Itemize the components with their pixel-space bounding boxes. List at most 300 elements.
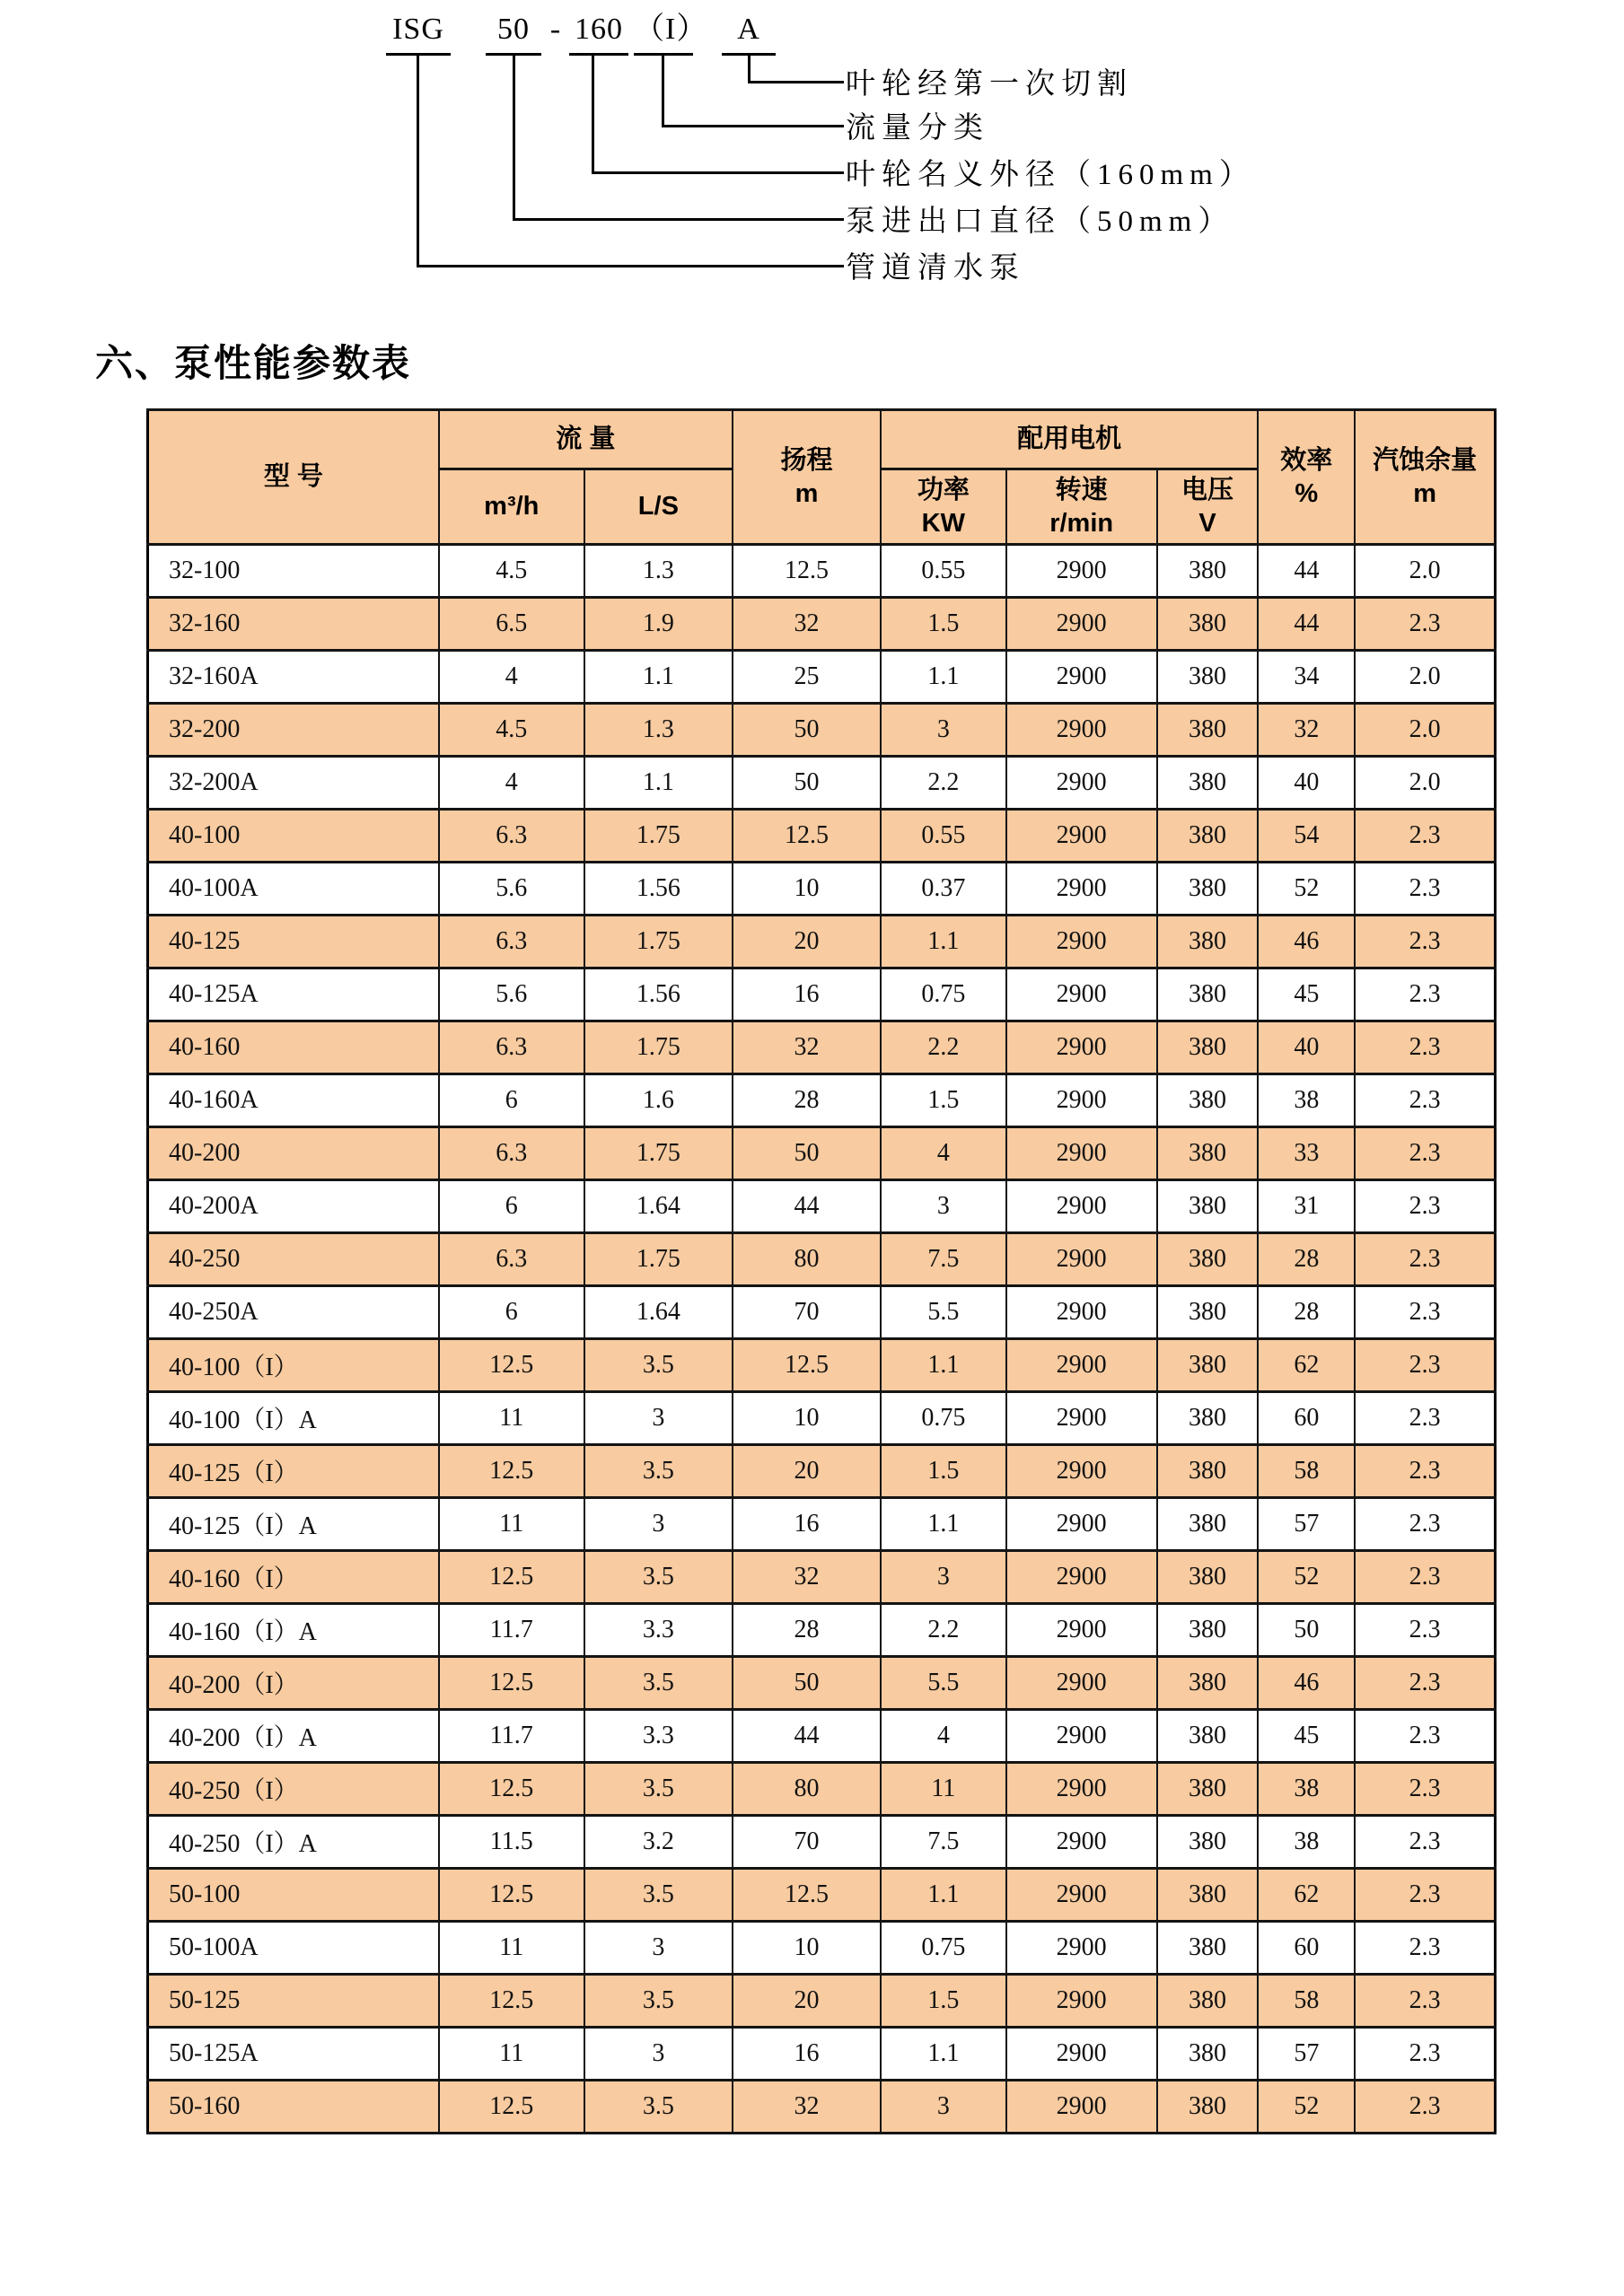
value-cell: 20 <box>733 1445 881 1498</box>
value-cell: 50 <box>733 1127 881 1180</box>
value-cell: 2900 <box>1006 1763 1157 1816</box>
value-cell: 1.3 <box>584 704 733 757</box>
value-cell: 2.3 <box>1355 1074 1495 1127</box>
value-cell: 380 <box>1157 1233 1259 1286</box>
header-speed <box>1006 469 1157 545</box>
header-motor-group-label: 配用电机 <box>1017 425 1122 454</box>
value-cell: 33 <box>1258 1127 1355 1180</box>
value-cell: 70 <box>733 1286 881 1339</box>
model-cell: 32-200 <box>148 704 439 757</box>
table-row <box>148 1286 1496 1339</box>
value-cell: 2900 <box>1006 1604 1157 1657</box>
table-row <box>148 1551 1496 1604</box>
value-cell: 46 <box>1258 1657 1355 1710</box>
value-cell: 1.1 <box>881 1498 1006 1551</box>
value-cell: 62 <box>1258 1339 1355 1392</box>
table-row <box>148 1498 1496 1551</box>
model-part-50: 50 <box>486 9 541 56</box>
value-cell: 2.3 <box>1355 968 1495 1021</box>
value-cell: 3.5 <box>584 2081 733 2134</box>
value-cell: 20 <box>733 916 881 968</box>
model-cell: 40-160（I）A <box>148 1604 439 1657</box>
value-cell: 5.6 <box>439 968 584 1021</box>
value-cell: 32 <box>733 2081 881 2134</box>
value-cell: 25 <box>733 651 881 704</box>
header-head-unit: m <box>794 478 819 508</box>
value-cell: 2.3 <box>1355 1657 1495 1710</box>
value-cell: 2900 <box>1006 757 1157 810</box>
table-row <box>148 1074 1496 1127</box>
value-cell: 2.3 <box>1355 1551 1495 1604</box>
model-cell: 40-125（I）A <box>148 1498 439 1551</box>
value-cell: 380 <box>1157 863 1259 916</box>
value-cell: 12.5 <box>439 1339 584 1392</box>
value-cell: 380 <box>1157 1710 1259 1763</box>
table-row <box>148 1445 1496 1498</box>
model-part-160: 160 <box>569 9 628 56</box>
value-cell: 2.3 <box>1355 1339 1495 1392</box>
header-power <box>881 469 1006 545</box>
value-cell: 1.75 <box>584 916 733 968</box>
value-cell: 11 <box>439 1392 584 1445</box>
callout-label-port-dia: 泵进出口直径（50mm） <box>846 206 1234 238</box>
value-cell: 1.56 <box>584 968 733 1021</box>
value-cell: 2900 <box>1006 1710 1157 1763</box>
value-cell: 1.64 <box>584 1180 733 1233</box>
value-cell: 2.3 <box>1355 1604 1495 1657</box>
value-cell: 1.5 <box>881 1975 1006 2028</box>
value-cell: 2900 <box>1006 1021 1157 1074</box>
value-cell: 12.5 <box>439 1657 584 1710</box>
value-cell: 3.3 <box>584 1710 733 1763</box>
value-cell: 2.3 <box>1355 810 1495 863</box>
header-head <box>733 410 881 545</box>
value-cell: 50 <box>733 757 881 810</box>
value-cell: 2900 <box>1006 1074 1157 1127</box>
model-cell: 40-250A <box>148 1286 439 1339</box>
value-cell: 1.1 <box>881 916 1006 968</box>
value-cell: 2.3 <box>1355 1498 1495 1551</box>
value-cell: 50 <box>733 1657 881 1710</box>
value-cell: 1.75 <box>584 810 733 863</box>
value-cell: 58 <box>1258 1975 1355 2028</box>
model-cell: 40-250（I） <box>148 1763 439 1816</box>
value-cell: 2.3 <box>1355 1710 1495 1763</box>
header-flow-ls-label: L/S <box>637 492 679 521</box>
value-cell: 380 <box>1157 1339 1259 1392</box>
value-cell: 0.37 <box>881 863 1006 916</box>
header-speed-label: 转速 <box>1055 476 1108 505</box>
value-cell: 1.1 <box>584 651 733 704</box>
value-cell: 44 <box>1258 545 1355 598</box>
value-cell: 380 <box>1157 1127 1259 1180</box>
value-cell: 70 <box>733 1816 881 1869</box>
table-row <box>148 968 1496 1021</box>
value-cell: 2900 <box>1006 2028 1157 2081</box>
value-cell: 2.3 <box>1355 916 1495 968</box>
value-cell: 4 <box>439 651 584 704</box>
value-cell: 7.5 <box>881 1816 1006 1869</box>
value-cell: 4 <box>439 757 584 810</box>
value-cell: 12.5 <box>733 1869 881 1922</box>
header-npsh-unit: m <box>1413 478 1437 508</box>
value-cell: 52 <box>1258 2081 1355 2134</box>
connector-line-isg <box>417 54 844 267</box>
value-cell: 5.5 <box>881 1657 1006 1710</box>
table-row <box>148 757 1496 810</box>
model-cell: 40-250（I）A <box>148 1816 439 1869</box>
value-cell: 6.3 <box>439 916 584 968</box>
value-cell: 32 <box>733 1551 881 1604</box>
callout-label-impeller-dia: 叶轮名义外径（160mm） <box>846 159 1255 191</box>
value-cell: 2900 <box>1006 598 1157 651</box>
table-row <box>148 916 1496 968</box>
value-cell: 2.3 <box>1355 863 1495 916</box>
value-cell: 380 <box>1157 545 1259 598</box>
value-cell: 44 <box>733 1180 881 1233</box>
value-cell: 3 <box>584 1498 733 1551</box>
header-voltage-unit: V <box>1198 508 1216 538</box>
value-cell: 4 <box>881 1710 1006 1763</box>
value-cell: 5.6 <box>439 863 584 916</box>
value-cell: 6.3 <box>439 810 584 863</box>
value-cell: 2.0 <box>1355 651 1495 704</box>
value-cell: 12.5 <box>439 1975 584 2028</box>
header-voltage <box>1157 469 1259 545</box>
value-cell: 3 <box>881 1551 1006 1604</box>
value-cell: 11 <box>439 1498 584 1551</box>
value-cell: 16 <box>733 2028 881 2081</box>
model-cell: 32-100 <box>148 545 439 598</box>
value-cell: 57 <box>1258 1498 1355 1551</box>
value-cell: 2900 <box>1006 545 1157 598</box>
value-cell: 12.5 <box>439 1445 584 1498</box>
value-cell: 1.1 <box>584 757 733 810</box>
value-cell: 10 <box>733 863 881 916</box>
value-cell: 12.5 <box>439 1763 584 1816</box>
value-cell: 2900 <box>1006 1869 1157 1922</box>
model-cell: 40-200（I） <box>148 1657 439 1710</box>
model-cell: 40-160（I） <box>148 1551 439 1604</box>
model-cell: 40-250 <box>148 1233 439 1286</box>
value-cell: 54 <box>1258 810 1355 863</box>
model-cell: 50-100A <box>148 1922 439 1975</box>
value-cell: 2.3 <box>1355 1392 1495 1445</box>
value-cell: 11.7 <box>439 1604 584 1657</box>
value-cell: 6.3 <box>439 1021 584 1074</box>
model-part-i: （I） <box>634 9 693 56</box>
value-cell: 1.5 <box>881 1445 1006 1498</box>
value-cell: 2900 <box>1006 1975 1157 2028</box>
value-cell: 1.75 <box>584 1127 733 1180</box>
value-cell: 2.3 <box>1355 2081 1495 2134</box>
table-row <box>148 1392 1496 1445</box>
value-cell: 1.75 <box>584 1021 733 1074</box>
table-row <box>148 1816 1496 1869</box>
header-efficiency <box>1258 410 1355 545</box>
value-cell: 380 <box>1157 916 1259 968</box>
value-cell: 32 <box>1258 704 1355 757</box>
callout-label-impeller-cut: 叶轮经第一次切割 <box>846 68 1133 101</box>
header-model <box>148 410 439 545</box>
value-cell: 11.7 <box>439 1710 584 1763</box>
value-cell: 1.64 <box>584 1286 733 1339</box>
table-row <box>148 598 1496 651</box>
header-speed-unit: r/min <box>1049 508 1114 538</box>
value-cell: 2.3 <box>1355 1975 1495 2028</box>
pump-performance-table <box>146 408 1497 2134</box>
model-part-isg: ISG <box>386 9 451 56</box>
value-cell: 380 <box>1157 704 1259 757</box>
value-cell: 380 <box>1157 1286 1259 1339</box>
value-cell: 380 <box>1157 598 1259 651</box>
value-cell: 5.5 <box>881 1286 1006 1339</box>
table-row <box>148 1339 1496 1392</box>
value-cell: 3.5 <box>584 1763 733 1816</box>
table-row <box>148 545 1496 598</box>
table-row <box>148 1975 1496 2028</box>
value-cell: 2900 <box>1006 1233 1157 1286</box>
value-cell: 62 <box>1258 1869 1355 1922</box>
value-cell: 3 <box>881 2081 1006 2134</box>
table-row <box>148 1604 1496 1657</box>
value-cell: 2900 <box>1006 1180 1157 1233</box>
table-row <box>148 1710 1496 1763</box>
value-cell: 58 <box>1258 1445 1355 1498</box>
header-flow-m3h-label: m³/h <box>484 492 540 521</box>
value-cell: 0.75 <box>881 1392 1006 1445</box>
model-cell: 40-200A <box>148 1180 439 1233</box>
value-cell: 380 <box>1157 1922 1259 1975</box>
value-cell: 28 <box>1258 1286 1355 1339</box>
value-cell: 2.3 <box>1355 1869 1495 1922</box>
header-flow-group-label: 流 量 <box>556 425 616 454</box>
value-cell: 2900 <box>1006 916 1157 968</box>
value-cell: 380 <box>1157 1445 1259 1498</box>
value-cell: 38 <box>1258 1816 1355 1869</box>
value-cell: 3.2 <box>584 1816 733 1869</box>
value-cell: 10 <box>733 1922 881 1975</box>
value-cell: 1.1 <box>881 2028 1006 2081</box>
value-cell: 52 <box>1258 863 1355 916</box>
value-cell: 380 <box>1157 757 1259 810</box>
value-cell: 32 <box>733 1021 881 1074</box>
value-cell: 2900 <box>1006 1498 1157 1551</box>
value-cell: 380 <box>1157 1816 1259 1869</box>
table-row <box>148 1657 1496 1710</box>
value-cell: 380 <box>1157 1074 1259 1127</box>
value-cell: 2900 <box>1006 1816 1157 1869</box>
value-cell: 2.2 <box>881 757 1006 810</box>
value-cell: 380 <box>1157 1498 1259 1551</box>
header-model-label: 型 号 <box>263 462 323 492</box>
value-cell: 2900 <box>1006 1127 1157 1180</box>
table-row <box>148 1180 1496 1233</box>
model-cell: 32-200A <box>148 757 439 810</box>
value-cell: 380 <box>1157 1551 1259 1604</box>
value-cell: 2900 <box>1006 2081 1157 2134</box>
model-cell: 50-125 <box>148 1975 439 2028</box>
value-cell: 1.56 <box>584 863 733 916</box>
value-cell: 380 <box>1157 1975 1259 2028</box>
value-cell: 2.3 <box>1355 1445 1495 1498</box>
model-cell: 40-100（I） <box>148 1339 439 1392</box>
value-cell: 2.2 <box>881 1021 1006 1074</box>
value-cell: 1.75 <box>584 1233 733 1286</box>
value-cell: 2900 <box>1006 968 1157 1021</box>
table-row <box>148 863 1496 916</box>
value-cell: 12.5 <box>439 2081 584 2134</box>
model-cell: 32-160A <box>148 651 439 704</box>
header-efficiency-label: 效率 <box>1280 446 1333 476</box>
callout-label-flow-class: 流量分类 <box>846 112 989 145</box>
value-cell: 1.9 <box>584 598 733 651</box>
value-cell: 2900 <box>1006 651 1157 704</box>
model-cell: 40-125 <box>148 916 439 968</box>
value-cell: 2900 <box>1006 1922 1157 1975</box>
model-code-diagram <box>0 0 1624 332</box>
value-cell: 12.5 <box>733 1339 881 1392</box>
value-cell: 380 <box>1157 1180 1259 1233</box>
value-cell: 1.3 <box>584 545 733 598</box>
value-cell: 2.3 <box>1355 1286 1495 1339</box>
value-cell: 57 <box>1258 2028 1355 2081</box>
value-cell: 0.75 <box>881 1922 1006 1975</box>
header-power-label: 功率 <box>917 476 970 505</box>
value-cell: 6 <box>439 1074 584 1127</box>
table-row <box>148 1233 1496 1286</box>
callout-label-pump-type: 管道清水泵 <box>846 252 1025 285</box>
value-cell: 3 <box>881 1180 1006 1233</box>
value-cell: 3 <box>584 1922 733 1975</box>
model-part-hyphen: - <box>549 13 562 46</box>
value-cell: 6 <box>439 1286 584 1339</box>
value-cell: 2900 <box>1006 1339 1157 1392</box>
value-cell: 31 <box>1258 1180 1355 1233</box>
value-cell: 1.6 <box>584 1074 733 1127</box>
model-cell: 40-100（I）A <box>148 1392 439 1445</box>
value-cell: 2.0 <box>1355 545 1495 598</box>
value-cell: 32 <box>733 598 881 651</box>
value-cell: 44 <box>733 1710 881 1763</box>
model-cell: 40-125A <box>148 968 439 1021</box>
value-cell: 2.3 <box>1355 1922 1495 1975</box>
model-cell: 32-160 <box>148 598 439 651</box>
header-efficiency-unit: % <box>1295 478 1319 508</box>
model-cell: 50-125A <box>148 2028 439 2081</box>
value-cell: 60 <box>1258 1392 1355 1445</box>
value-cell: 38 <box>1258 1074 1355 1127</box>
header-npsh <box>1355 410 1495 545</box>
value-cell: 3.5 <box>584 1551 733 1604</box>
value-cell: 3.5 <box>584 1445 733 1498</box>
value-cell: 3 <box>881 704 1006 757</box>
model-cell: 40-160 <box>148 1021 439 1074</box>
value-cell: 6.5 <box>439 598 584 651</box>
header-head-label: 扬程 <box>780 446 833 476</box>
value-cell: 0.55 <box>881 545 1006 598</box>
value-cell: 2.3 <box>1355 1021 1495 1074</box>
value-cell: 10 <box>733 1392 881 1445</box>
value-cell: 380 <box>1157 968 1259 1021</box>
value-cell: 3.3 <box>584 1604 733 1657</box>
model-cell: 40-160A <box>148 1074 439 1127</box>
value-cell: 11 <box>439 1922 584 1975</box>
value-cell: 2900 <box>1006 1392 1157 1445</box>
value-cell: 4.5 <box>439 704 584 757</box>
value-cell: 28 <box>733 1074 881 1127</box>
value-cell: 46 <box>1258 916 1355 968</box>
table-row <box>148 2081 1496 2134</box>
value-cell: 4 <box>881 1127 1006 1180</box>
model-cell: 50-100 <box>148 1869 439 1922</box>
table-row <box>148 651 1496 704</box>
model-cell: 40-125（I） <box>148 1445 439 1498</box>
table-row <box>148 1021 1496 1074</box>
value-cell: 2.3 <box>1355 1180 1495 1233</box>
value-cell: 3.5 <box>584 1869 733 1922</box>
value-cell: 0.75 <box>881 968 1006 1021</box>
value-cell: 6.3 <box>439 1127 584 1180</box>
value-cell: 4.5 <box>439 545 584 598</box>
value-cell: 40 <box>1258 1021 1355 1074</box>
header-flow-ls <box>584 469 733 545</box>
value-cell: 7.5 <box>881 1233 1006 1286</box>
table-row <box>148 1922 1496 1975</box>
table-row <box>148 1763 1496 1816</box>
value-cell: 12.5 <box>439 1869 584 1922</box>
value-cell: 2900 <box>1006 810 1157 863</box>
value-cell: 0.55 <box>881 810 1006 863</box>
value-cell: 3.5 <box>584 1657 733 1710</box>
value-cell: 2900 <box>1006 1657 1157 1710</box>
value-cell: 2900 <box>1006 1445 1157 1498</box>
header-motor-group <box>881 410 1258 469</box>
value-cell: 12.5 <box>439 1551 584 1604</box>
model-cell: 40-100A <box>148 863 439 916</box>
section-title: 六、泵性能参数表 <box>95 342 412 384</box>
value-cell: 11 <box>881 1763 1006 1816</box>
value-cell: 45 <box>1258 968 1355 1021</box>
header-flow-group <box>439 410 733 469</box>
value-cell: 3 <box>584 2028 733 2081</box>
header-power-unit: KW <box>921 508 965 538</box>
model-part-a: A <box>722 9 776 56</box>
value-cell: 38 <box>1258 1763 1355 1816</box>
value-cell: 11.5 <box>439 1816 584 1869</box>
header-voltage-label: 电压 <box>1181 476 1233 505</box>
model-cell: 40-100 <box>148 810 439 863</box>
table-row <box>148 810 1496 863</box>
value-cell: 16 <box>733 968 881 1021</box>
model-cell: 40-200（I）A <box>148 1710 439 1763</box>
value-cell: 50 <box>733 704 881 757</box>
value-cell: 380 <box>1157 1869 1259 1922</box>
value-cell: 40 <box>1258 757 1355 810</box>
value-cell: 50 <box>1258 1604 1355 1657</box>
value-cell: 11 <box>439 2028 584 2081</box>
value-cell: 2.3 <box>1355 598 1495 651</box>
value-cell: 380 <box>1157 1021 1259 1074</box>
value-cell: 2900 <box>1006 1286 1157 1339</box>
header-npsh-label: 汽蚀余量 <box>1373 446 1478 476</box>
value-cell: 6.3 <box>439 1233 584 1286</box>
table-row <box>148 1127 1496 1180</box>
value-cell: 80 <box>733 1763 881 1816</box>
table-row <box>148 1869 1496 1922</box>
table-body <box>148 545 1496 2134</box>
value-cell: 1.5 <box>881 1074 1006 1127</box>
